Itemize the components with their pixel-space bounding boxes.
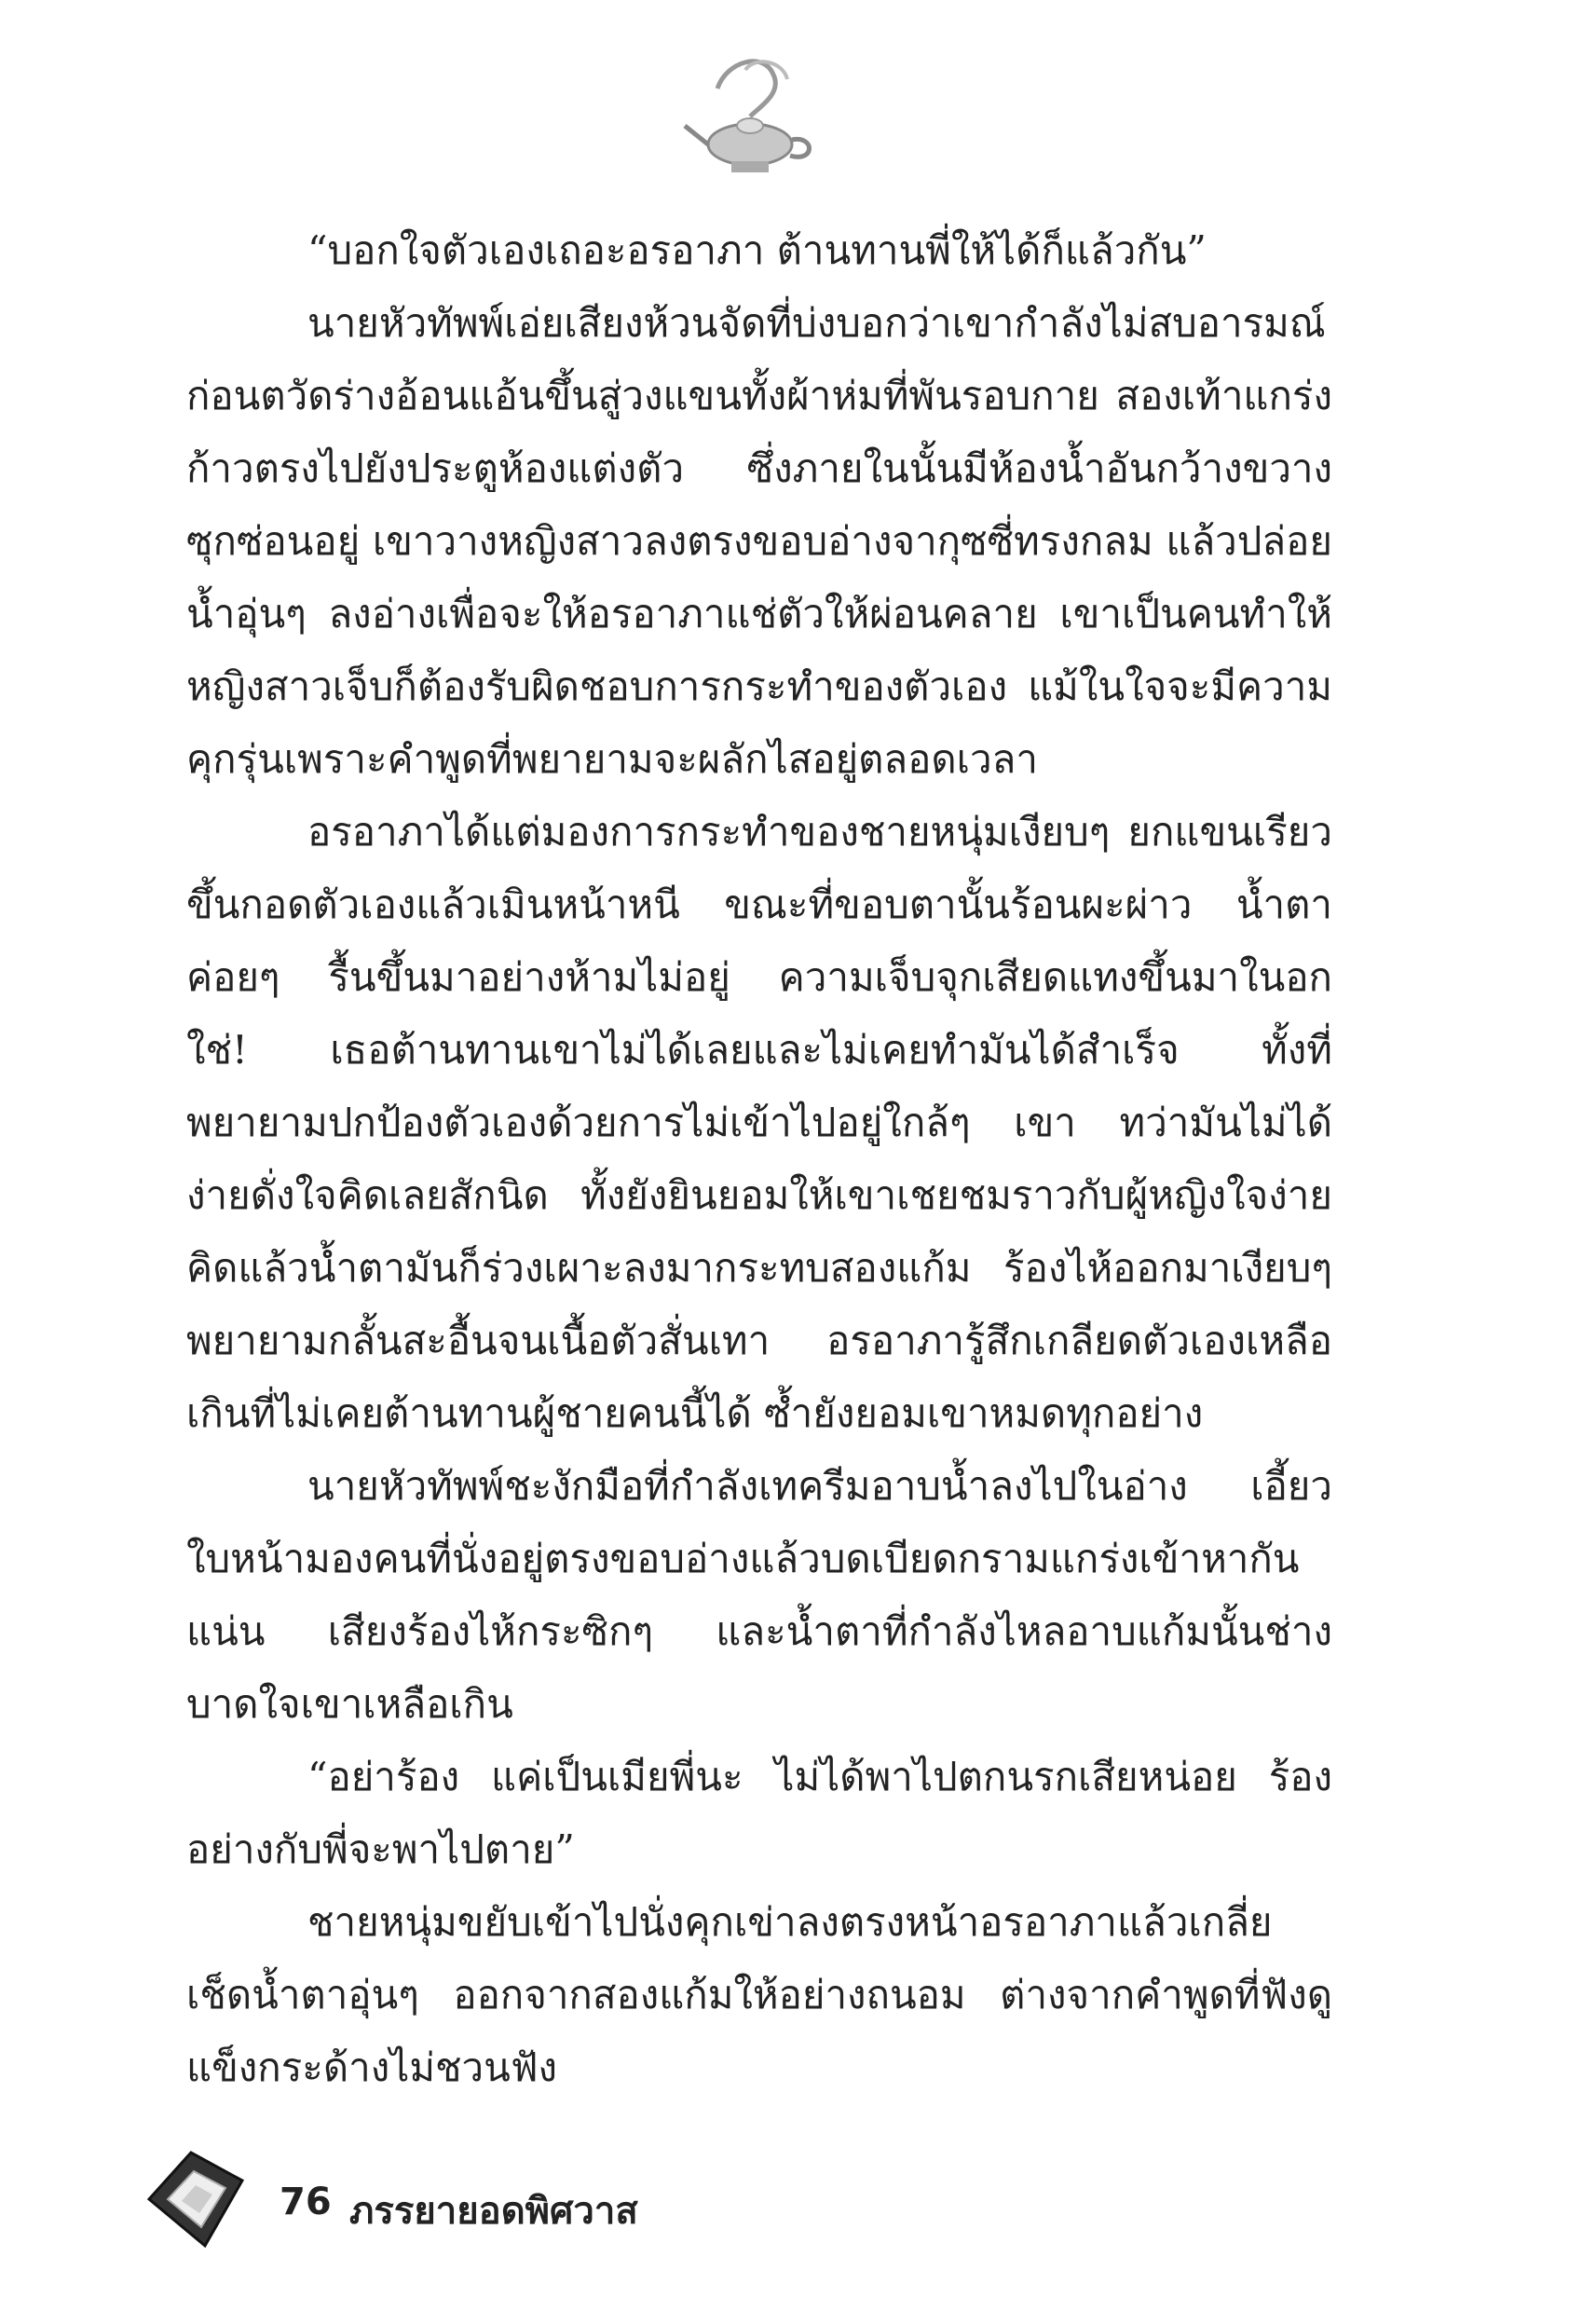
paragraph: นายหัวทัพพ์ชะงักมือที่กำลังเทครีมอาบน้ำลงไปในอ่าง เอี้ยวใบหน้ามองคนที่นั่งอยู่ตรงขอบอ่างแล้วบดเบียดกรามแกร่งเข้าหากันแน่น เสียงร้องไห้กระซิกๆ และน้ำตาที่กำลังไหลอาบแก้มนั้นช่างบาดใจเขาเหลือเกิน <box>186 1463 1332 1727</box>
paragraph: “อย่าร้อง แค่เป็นเมียพี่นะ ไม่ได้พาไปตกนรกเสียหน่อย ร้องอย่างกับพี่จะพาไปตาย” <box>186 1754 1332 1872</box>
gem-icon <box>140 2143 252 2255</box>
page-number: 76 <box>280 2181 332 2223</box>
chapter-body <box>186 214 1332 2104</box>
paragraph: อรอาภาได้แต่มองการกระทำของชายหนุ่มเงียบๆ ยกแขนเรียวขึ้นกอดตัวเองแล้วเมินหน้าหนี ขณะที่ขอบตานั้นร้อนผะผ่าว น้ำตาค่อยๆ รื้นขึ้นมาอย่างห้ามไม่อยู่ ความเจ็บจุกเสียดแทงขึ้นมาในอก ใช่! เธอต้านทานเขาไม่ได้เลยและไม่เคยทำมันได้สำเร็จ ทั้งที่พยายามปกป้องตัวเองด้วยการไม่เข้าไปอยู่ใกล้ๆ เขา ทว่ามันไม่ได้ง่ายดั่งใจคิดเลยสักนิด ทั้งยังยินยอมให้เขาเชยชมราวกับผู้หญิงใจง่าย คิดแล้วน้ำตามันก็ร่วงเผาะลงมากระทบสองแก้ม ร้องไห้ออกมาเงียบๆ พยายามกลั้นสะอื้นจนเนื้อตัวสั่นเทา อรอาภารู้สึกเกลียดตัวเองเหลือเกินที่ไม่เคยต้านทานผู้ชายคนนี้ได้ ซ้ำยังยอมเขาหมดทุกอย่าง <box>186 809 1332 1436</box>
paragraph: นายหัวทัพพ์เอ่ยเสียงห้วนจัดที่บ่งบอกว่าเขากำลังไม่สบอารมณ์ ก่อนตวัดร่างอ้อนแอ้นขึ้นสู่วงแขนทั้งผ้าห่มที่พันรอบกาย สองเท้าแกร่งก้าวตรงไปยังประตูห้องแต่งตัว ซึ่งภายในนั้นมีห้องน้ำอันกว้างขวางซุกซ่อนอยู่ เขาวางหญิงสาวลงตรงขอบอ่างจากุซซี่ทรงกลม แล้วปล่อยน้ำอุ่นๆ ลงอ่างเพื่อจะให้อรอาภาแช่ตัวให้ผ่อนคลาย เขาเป็นคนทำให้หญิงสาวเจ็บก็ต้องรับผิดชอบการกระทำของตัวเอง แม้ในใจจะมีความคุกรุ่นเพราะคำพูดที่พยายามจะผลักไสอยู่ตลอดเวลา <box>186 300 1332 782</box>
page-footer <box>140 2143 978 2255</box>
book-title: ภรรยายอดพิศวาส <box>349 2190 638 2233</box>
paragraph: “บอกใจตัวเองเถอะอรอาภา ต้านทานพี่ให้ได้ก็แล้วกัน” <box>307 227 1207 273</box>
paragraph: ชายหนุ่มขยับเข้าไปนั่งคุกเข่าลงตรงหน้าอรอาภาแล้วเกลี่ยเช็ดน้ำตาอุ่นๆ ออกจากสองแก้มให้อย่างถนอม ต่างจากคำพูดที่ฟังดูแข็งกระด้างไม่ชวนฟัง <box>186 1899 1332 2090</box>
genie-lamp-icon <box>680 51 820 182</box>
